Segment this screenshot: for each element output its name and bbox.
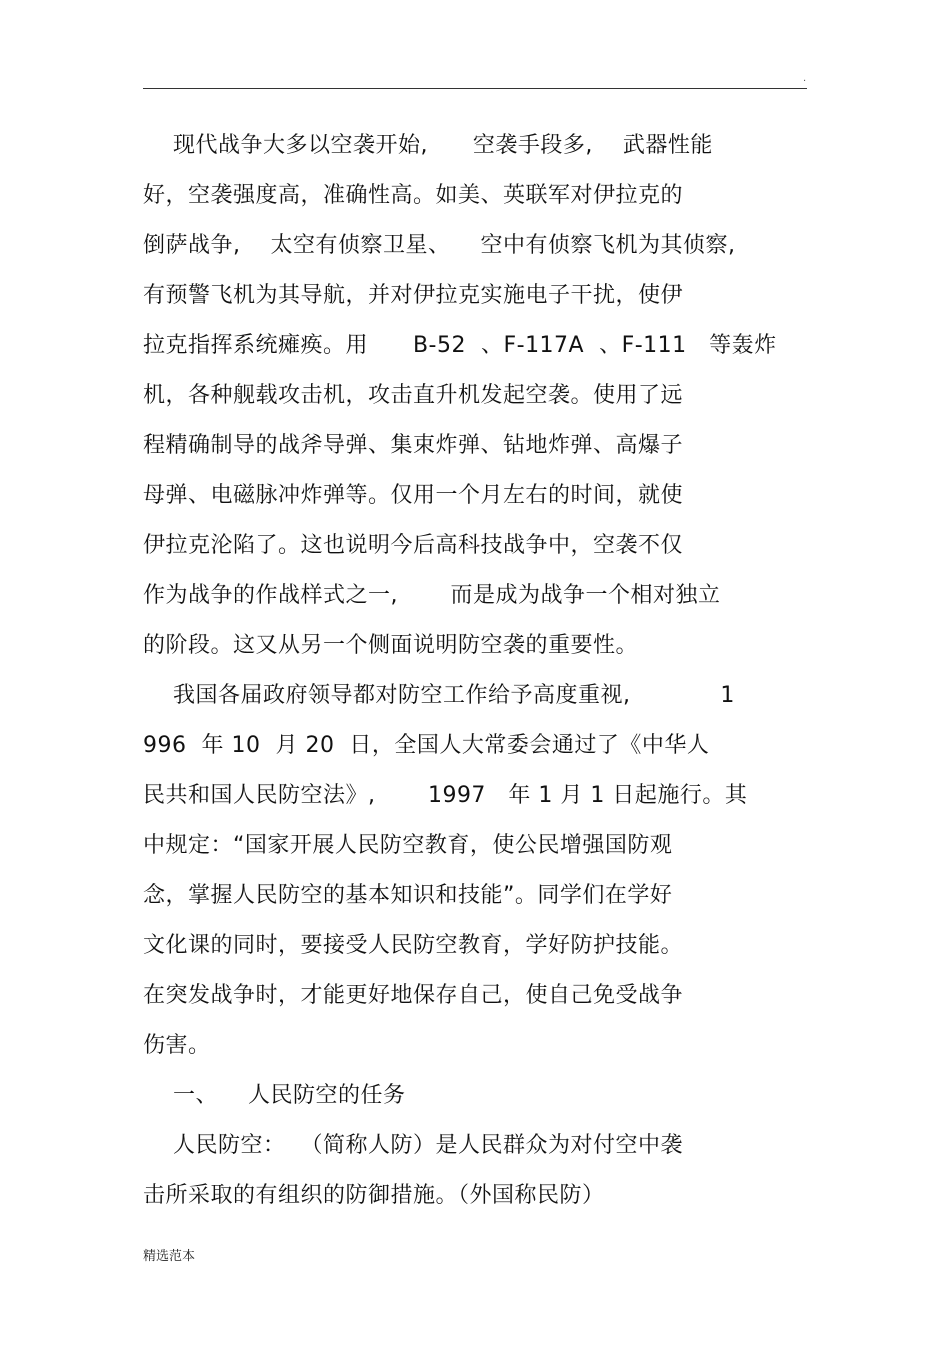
text-line: 程精确制导的战斧导弹、集束炸弹、钻地炸弹、高爆子	[143, 433, 684, 458]
text-line: 的阶段。这又从另一个侧面说明防空袭的重要性。	[143, 633, 639, 658]
text-line: 伤害。	[143, 1033, 211, 1058]
text-line: 996 年 10 月 20 日，全国人大常委会通过了《中华人	[143, 733, 710, 758]
text-line: 击所采取的有组织的防御措施。（外国称民防）	[143, 1183, 605, 1208]
text-line: 倒萨战争, 太空有侦察卫星、 空中有侦察飞机为其侦察,	[143, 233, 736, 258]
text-line: 作为战争的作战样式之一, 而是成为战争一个相对独立	[143, 583, 721, 608]
header-dot: .	[803, 73, 807, 84]
text-line: 母弹、电磁脉冲炸弹等。仅用一个月左右的时间，就使	[143, 483, 684, 508]
section-heading: 一、 人民防空的任务	[143, 1083, 406, 1108]
text-line: 我国各届政府领导都对防空工作给予高度重视, 1	[143, 683, 735, 708]
text-line: 在突发战争时，才能更好地保存自己，使自己免受战争	[143, 983, 684, 1008]
text-line: 文化课的同时，要接受人民防空教育，学好防护技能。	[143, 933, 684, 958]
text-line: 现代战争大多以空袭开始, 空袭手段多, 武器性能	[143, 133, 713, 158]
text-line: 念，掌握人民防空的基本知识和技能”。同学们在学好	[143, 883, 673, 908]
header-rule	[143, 88, 807, 89]
text-line: 机，各种舰载攻击机，攻击直升机发起空袭。使用了远	[143, 383, 684, 408]
footer-label: 精选范本	[143, 1249, 196, 1264]
text-line: 有预警飞机为其导航，并对伊拉克实施电子干扰，使伊	[143, 283, 684, 308]
text-line: 中规定：“国家开展人民防空教育，使公民增强国防观	[143, 833, 673, 858]
text-line: 伊拉克沦陷了。这也说明今后高科技战争中，空袭不仅	[143, 533, 684, 558]
text-line: 好，空袭强度高，准确性高。如美、英联军对伊拉克的	[143, 183, 684, 208]
text-line: 人民防空： （简称人防）是人民群众为对付空中袭	[143, 1133, 683, 1158]
text-line: 拉克指挥系统瘫痪。用 B-52 、F-117A 、F-111 等轰炸	[143, 333, 777, 358]
text-line: 民共和国人民防空法》, 1997 年 1 月 1 日起施行。其	[143, 783, 748, 808]
